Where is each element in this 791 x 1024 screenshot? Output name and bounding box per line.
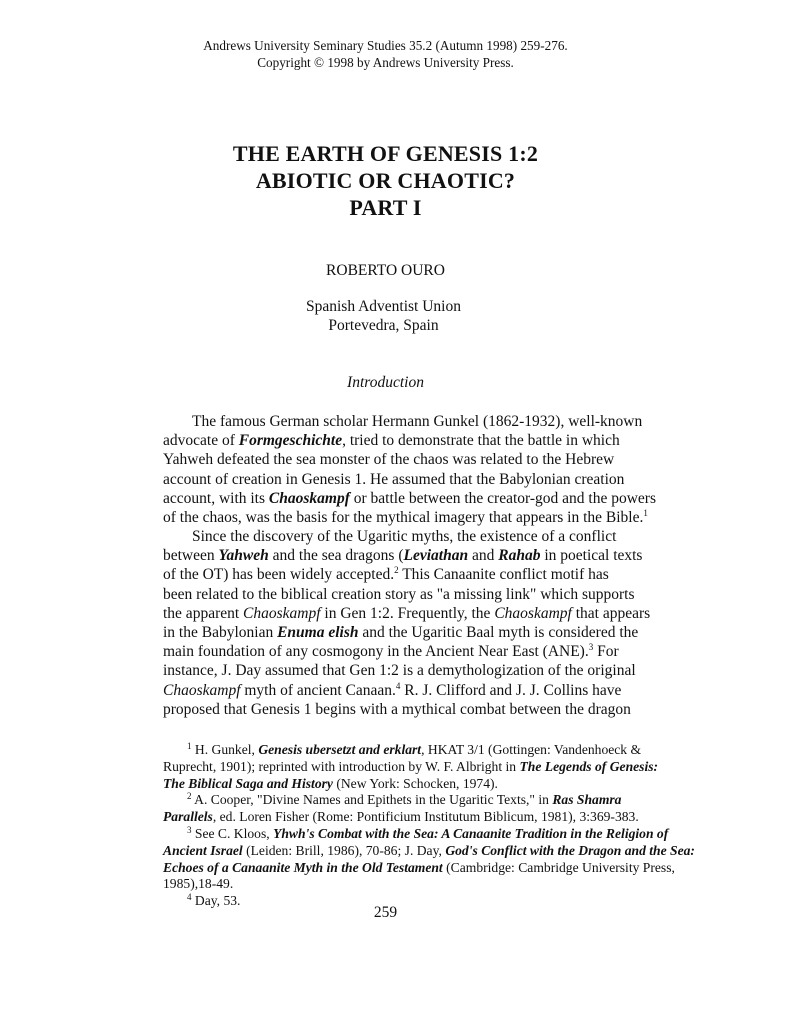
italic-term: Chaoskampf: [268, 489, 350, 507]
text-run: R. J. Clifford and J. J. Collins have: [400, 681, 622, 699]
footnote-line: [163, 859, 675, 877]
text-run: (Cambridge: Cambridge University Press,: [442, 859, 675, 875]
title-line-1: THE EARTH OF GENESIS 1:2: [232, 141, 539, 166]
text-run: Since the discovery of the Ugaritic myths, the existence of a conflict: [192, 528, 617, 545]
text-run: main foundation of any cosmogony in the Ancient Near East (ANE).: [163, 643, 589, 661]
text-run: A. Cooper, "Divine Names and Epithets in the Ugaritic Texts," in: [191, 792, 553, 808]
text-run: and: [468, 547, 499, 565]
text-run: 1985),18-49.: [163, 876, 234, 892]
text-run: myth of ancient Canaan.: [240, 681, 396, 699]
italic-term: The Legends of Genesis:: [519, 758, 659, 774]
paragraph-line: [163, 661, 663, 680]
affiliation-line-2: Portevedra, Spain: [328, 317, 439, 334]
text-run: See C. Kloos,: [191, 825, 274, 841]
text-run: , tried to demonstrate that the battle in which: [342, 432, 620, 450]
paragraph-line: [163, 585, 663, 604]
italic-term: Genesis ubersetzt and erklart: [258, 742, 422, 757]
footnotes: [163, 741, 695, 910]
copyright-line: Copyright © 1998 by Andrews University Press.: [257, 55, 514, 70]
text-run: Ruprecht, 1901); reprinted with introduction by W. F. Albright in: [163, 758, 520, 774]
text-run: Day, 53.: [191, 893, 241, 909]
text-run: in poetical texts: [540, 547, 643, 565]
paragraph-line: [163, 604, 663, 623]
text-run: of the chaos, was the basis for the mythical imagery that appears in the Bible.: [163, 509, 644, 527]
text-run: account, with its: [163, 489, 269, 507]
text-run: The famous German scholar Hermann Gunkel (1862-1932), well-known: [192, 413, 643, 430]
italic-term: Enuma elish: [277, 624, 359, 642]
italic-term: Parallels: [163, 809, 213, 825]
footnote-line: [163, 759, 663, 776]
italic-term: Leviathan: [403, 547, 469, 565]
italic-term: Yahweh: [218, 547, 269, 565]
footnote-ref: 2: [394, 565, 399, 576]
paragraph-line: [163, 546, 663, 565]
text-run: advocate of: [163, 432, 239, 450]
footnote-line: [163, 776, 663, 793]
page-number: 259: [373, 904, 398, 921]
footnote-ref: 3: [588, 642, 594, 653]
footnote-2: [163, 792, 663, 809]
paragraph-line: [163, 700, 663, 719]
author-name: ROBERTO OURO: [326, 262, 445, 279]
footnote-1: [163, 742, 663, 759]
paragraph-line: [163, 489, 663, 508]
paragraph-line: [163, 623, 663, 642]
paragraph-line: [163, 431, 663, 450]
paragraph-line: [163, 642, 663, 661]
footnote-3: [163, 824, 669, 843]
text-run: , ed. Loren Fisher (Rome: Pontificium Institutum Biblicum, 1981), 3:369-383.: [212, 809, 639, 825]
text-run: the apparent: [163, 604, 244, 622]
italic-term: Chaoskampf: [243, 604, 321, 622]
paragraph-1: [163, 412, 663, 527]
text-run: H. Gunkel,: [191, 742, 259, 757]
title-line-2: ABIOTIC OR CHAOTIC?: [255, 168, 516, 193]
italic-term: Ancient Israel: [163, 842, 243, 858]
italic-term: Chaoskampf: [163, 681, 241, 699]
italic-term: Ras Shamra: [552, 792, 622, 808]
text-run: between: [163, 547, 219, 565]
text-run: and the Ugaritic Baal myth is considered the: [358, 624, 639, 642]
italic-term: The Biblical Saga and History: [163, 775, 333, 791]
paragraph-line: [163, 527, 663, 546]
italic-term: Echoes of a Canaanite Myth in the Old Testament: [163, 859, 443, 875]
text-run: This Canaanite conflict motif has: [398, 566, 609, 584]
italic-term: God's Conflict with the Dragon and the Sea:: [445, 842, 695, 858]
text-run: that appears: [571, 604, 651, 622]
paragraph-line: [163, 508, 663, 527]
text-run: account of creation in Genesis 1. He assumed that the Babylonian creation: [163, 470, 625, 488]
section-heading: Introduction: [347, 374, 424, 391]
footnote-line: [163, 809, 663, 826]
footnote-line: [163, 876, 663, 893]
paragraph-line: [163, 450, 663, 469]
text-run: , HKAT 3/1 (Gottingen: Vandenhoeck &: [421, 742, 642, 757]
paragraph-line: [163, 565, 663, 584]
text-run: proposed that Genesis 1 begins with a mythical combat between the dragon: [163, 700, 631, 718]
italic-term: Chaoskampf: [494, 604, 572, 622]
journal-citation: Andrews University Seminary Studies 35.2 (Autumn 1998) 259-276.: [203, 38, 568, 53]
text-run: been related to the biblical creation story as "a missing link" which supports: [163, 585, 635, 603]
text-run: in the Babylonian: [163, 624, 278, 642]
text-run: and the sea dragons (: [268, 547, 404, 565]
text-run: For: [593, 643, 619, 661]
footnote-ref: 4: [395, 680, 401, 691]
text-run: instance, J. Day assumed that Gen 1:2 is a demythologization of the original: [163, 662, 636, 680]
footnote-number: 2: [187, 791, 192, 802]
footnote-number: 3: [187, 824, 192, 835]
text-run: or battle between the creator-god and the powers: [349, 489, 656, 507]
text-run: (New York: Schocken, 1974).: [332, 775, 498, 791]
text-run: in Gen 1:2. Frequently, the: [320, 604, 495, 622]
paragraph-line: [163, 681, 663, 700]
text-run: (Leiden: Brill, 1986), 70-86; J. Day,: [242, 842, 446, 858]
paragraph-line: [163, 470, 663, 489]
footnote-ref: 1: [643, 508, 648, 519]
footnote-line: [163, 842, 695, 860]
affiliation-line-1: Spanish Adventist Union: [305, 298, 461, 315]
italic-term: Rahab: [498, 547, 541, 565]
text-run: of the OT) has been widely accepted.: [163, 566, 395, 584]
paragraph-line: [163, 412, 663, 431]
footnote-number: 1: [187, 741, 192, 751]
italic-term: Formgeschichte: [238, 432, 343, 450]
italic-term: Yhwh's Combat with the Sea: A Canaanite Tradition in the Religion of: [273, 825, 669, 841]
title-line-3: PART I: [349, 195, 422, 220]
text-run: Yahweh defeated the sea monster of the chaos was related to the Hebrew: [163, 451, 615, 469]
footnote-number: 4: [187, 892, 192, 903]
paragraph-2: [163, 527, 663, 719]
